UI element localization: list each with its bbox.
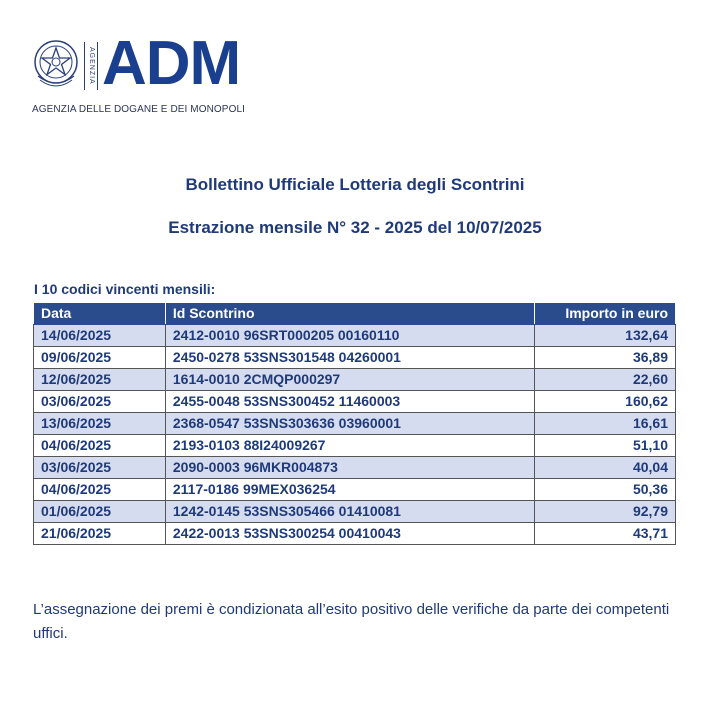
table-row xyxy=(34,501,676,523)
winning-codes-table xyxy=(33,302,676,545)
cell-amount: 36,89 xyxy=(535,347,676,369)
table-row xyxy=(34,347,676,369)
cell-date: 14/06/2025 xyxy=(34,325,166,347)
cell-receipt-id: 2455-0048 53SNS300452 11460003 xyxy=(165,391,534,413)
header-date: Data xyxy=(34,303,166,325)
cell-amount: 16,61 xyxy=(535,413,676,435)
cell-receipt-id: 2117-0186 99MEX036254 xyxy=(165,479,534,501)
header-receipt-id: Id Scontrino xyxy=(165,303,534,325)
verification-note: L’assegnazione dei premi è condizionata all’esito positivo delle verifiche da parte dei competenti uffici. xyxy=(33,601,670,642)
cell-date: 03/06/2025 xyxy=(34,391,166,413)
cell-receipt-id: 2368-0547 53SNS303636 03960001 xyxy=(165,413,534,435)
cell-receipt-id: 2193-0103 88I24009267 xyxy=(165,435,534,457)
table-row xyxy=(34,435,676,457)
cell-receipt-id: 2422-0013 53SNS300254 00410043 xyxy=(165,523,534,545)
table-row xyxy=(34,479,676,501)
cell-receipt-id: 2090-0003 96MKR004873 xyxy=(165,457,534,479)
logo-text: ADM xyxy=(102,29,241,98)
adm-logo xyxy=(32,29,272,120)
table-row xyxy=(34,413,676,435)
cell-receipt-id: 1614-0010 2CMQP000297 xyxy=(165,369,534,391)
cell-receipt-id: 2412-0010 96SRT000205 00160110 xyxy=(165,325,534,347)
bulletin-title: Bollettino Ufficiale Lotteria degli Scontrini xyxy=(185,175,525,194)
cell-date: 09/06/2025 xyxy=(34,347,166,369)
cell-date: 12/06/2025 xyxy=(34,369,166,391)
cell-amount: 160,62 xyxy=(535,391,676,413)
cell-amount: 51,10 xyxy=(535,435,676,457)
agency-name: AGENZIA DELLE DOGANE E DEI MONOPOLI xyxy=(32,104,245,115)
header-amount: Importo in euro xyxy=(535,303,676,325)
cell-date: 13/06/2025 xyxy=(34,413,166,435)
cell-amount: 40,04 xyxy=(535,457,676,479)
italian-republic-emblem-icon xyxy=(32,38,80,90)
cell-amount: 22,60 xyxy=(535,369,676,391)
table-header-row xyxy=(34,303,676,325)
cell-date: 04/06/2025 xyxy=(34,479,166,501)
cell-amount: 50,36 xyxy=(535,479,676,501)
cell-receipt-id: 1242-0145 53SNS305466 01410081 xyxy=(165,501,534,523)
table-row xyxy=(34,391,676,413)
table-row xyxy=(34,523,676,545)
table-row xyxy=(34,457,676,479)
cell-amount: 132,64 xyxy=(535,325,676,347)
cell-amount: 92,79 xyxy=(535,501,676,523)
cell-date: 01/06/2025 xyxy=(34,501,166,523)
logo-vertical-text: AGENZIA xyxy=(84,42,98,90)
draw-subtitle: Estrazione mensile N° 32 - 2025 del 10/07/2025 xyxy=(168,218,542,237)
cell-amount: 43,71 xyxy=(535,523,676,545)
cell-receipt-id: 2450-0278 53SNS301548 04260001 xyxy=(165,347,534,369)
cell-date: 21/06/2025 xyxy=(34,523,166,545)
table-caption: I 10 codici vincenti mensili: xyxy=(34,281,216,297)
cell-date: 04/06/2025 xyxy=(34,435,166,457)
table-row xyxy=(34,325,676,347)
cell-date: 03/06/2025 xyxy=(34,457,166,479)
table-row xyxy=(34,369,676,391)
